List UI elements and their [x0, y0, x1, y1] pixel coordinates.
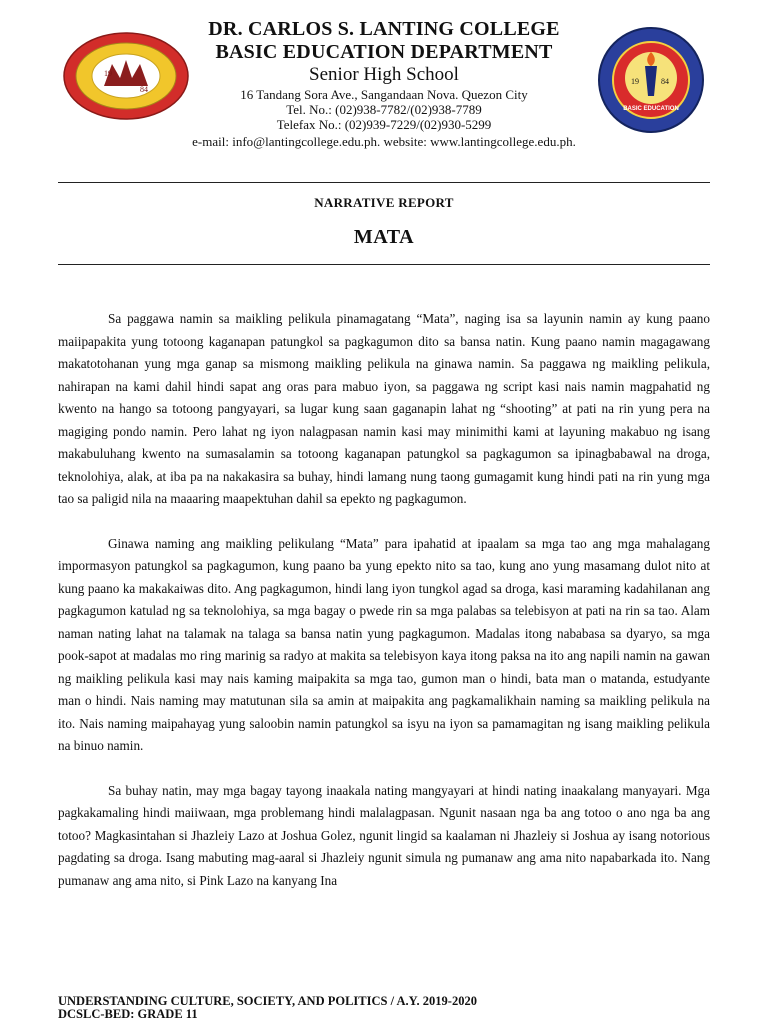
- letterhead: [150, 18, 618, 132]
- report-body: [58, 308, 710, 914]
- email-website-line: e-mail: info@lantingcollege.edu.ph. website: www.lantingcollege.edu.ph.: [192, 134, 576, 149]
- report-title: MATA: [353, 226, 415, 248]
- title-divider: [58, 264, 710, 265]
- paragraph-2: Ginawa naming ang maikling pelikulang “Mata” para ipahatid at ipaalam sa mga tao ang mga mahalagang impormasyon patungkol sa pagkagumon, kung paano ba yung epekto nito sa tao, kung ano yung masamang dulot nito at kung paano ka makakaiwas dito. Ang pagkagumon, hindi lang iyon tungkol agad sa droga, kasi maraming kadahilanan ang pagkagumon katulad ng sa teknolohiya, sa mga bagay o pwede rin sa mga palabas sa telebisyon at pati na rin sa tao. Alam naman nating lahat na talamak na talaga sa bansa natin yung pagkagumon. Madalas itong nababasa sa dyaryo, sa mga pook-sapot at madalas mo ring marinig sa radyo at makita sa telebisyon kaya itong paksa na ito ang napili namin na gawan ng maikling pelikula kasi may nais kaming maipakita sa mga tao, gumon man o hindi, bata man o matanda, estudyante man o hindi. Nais naming may matutunan sila sa amin at maipakita ang pagkamalikhain naming sa maikling pelikula na ito. Nais naming maipahayag yung saloobin namin patungkol sa isyu na iyon sa pamamagitan ng isang maikling pelikula na binuo namin.: [58, 535, 710, 753]
- report-label: NARRATIVE REPORT: [314, 195, 454, 210]
- seal-year-left: 19: [631, 77, 639, 86]
- telephone-numbers: Tel. No.: (02)938-7782/(02)938-7789: [286, 102, 482, 117]
- telefax-numbers: Telefax No.: (02)939-7229/(02)930-5299: [276, 117, 492, 132]
- paragraph-1: Sa paggawa namin sa maikling pelikula pinamagatang “Mata”, naging isa sa layunin namin ay kung paano maiipapakita yung totoong kaganapan patungkol sa pagkagumon dito sa bansa natin. Kung paano namin magagawang makatotohanan yung mga ganap sa mismong maikling pelikula na ginawa namin. Sa paggawa ng maikling pelikula, nahirapan na kami dahil hindi sapat ang oras para mabuo iyon, sa paggawa ng script kasi nais namin magpahatid ng kwento na hango sa totoong pangyayari, sa lugar kung saan gaganapin lahat ng “shooting” at pati na rin yung pera na magiging pondo namin. Pero lahat ng iyon nalagpasan namin kasi may minimithi kami at layuning makabuo ng isang makabuluhang kwento na sumasalamin sa totoong kaganapan patungkol sa pagkagumon sa ipinagbabawal na droga, teknolohiya, alak, at iba pa na nakakasira sa buhay, hindi lamang nung taong gumagamit kung hindi pati na rin yung mga tao sa paligid nila na maaaring maapektuhan dahil sa epekto ng pagkagumon.: [58, 311, 710, 506]
- school-address: 16 Tandang Sora Ave., Sangandaan Nova. Quezon City: [240, 87, 528, 102]
- department-name: BASIC EDUCATION DEPARTMENT: [215, 41, 553, 63]
- college-name: DR. CARLOS S. LANTING COLLEGE: [208, 18, 560, 40]
- paragraph-3: Sa buhay natin, may mga bagay tayong inaakala nating mangyayari at hindi nating inaakalang manyayari. Mga pagkakamaling hindi maiiwaan, mga problemang hindi malalagpasan. Ngunit nasaan nga ba ang totoo o ano nga ba ang totoo? Magkasintahan si Jhazleiy Lazo at Joshua Golez, ngunit lingid sa kaalaman ni Jhazleiy si Joshua ay isang notorious pagdating sa droga. Isang mabuting mag-aaral si Jhazleiy ngunit simula ng pumanaw ang ama nito napabarkada ito. Nang pumanaw ang ama nito, si Pink Lazo na kanyang Ina: [58, 782, 710, 888]
- footer-grade-line: DCSLC-BED: GRADE 11: [58, 1007, 198, 1021]
- footer-course-line: UNDERSTANDING CULTURE, SOCIETY, AND POLITICS / A.Y. 2019-2020: [58, 994, 477, 1008]
- school-level: Senior High School: [309, 64, 459, 85]
- header-divider: [58, 182, 710, 183]
- seal-year-right: 84: [661, 77, 669, 86]
- seal-bottom-text: BASIC EDUCATION: [623, 106, 679, 112]
- page-footer: [58, 995, 477, 1021]
- seal-year-right: 84: [140, 85, 148, 94]
- seal-year-left: 19: [104, 69, 112, 78]
